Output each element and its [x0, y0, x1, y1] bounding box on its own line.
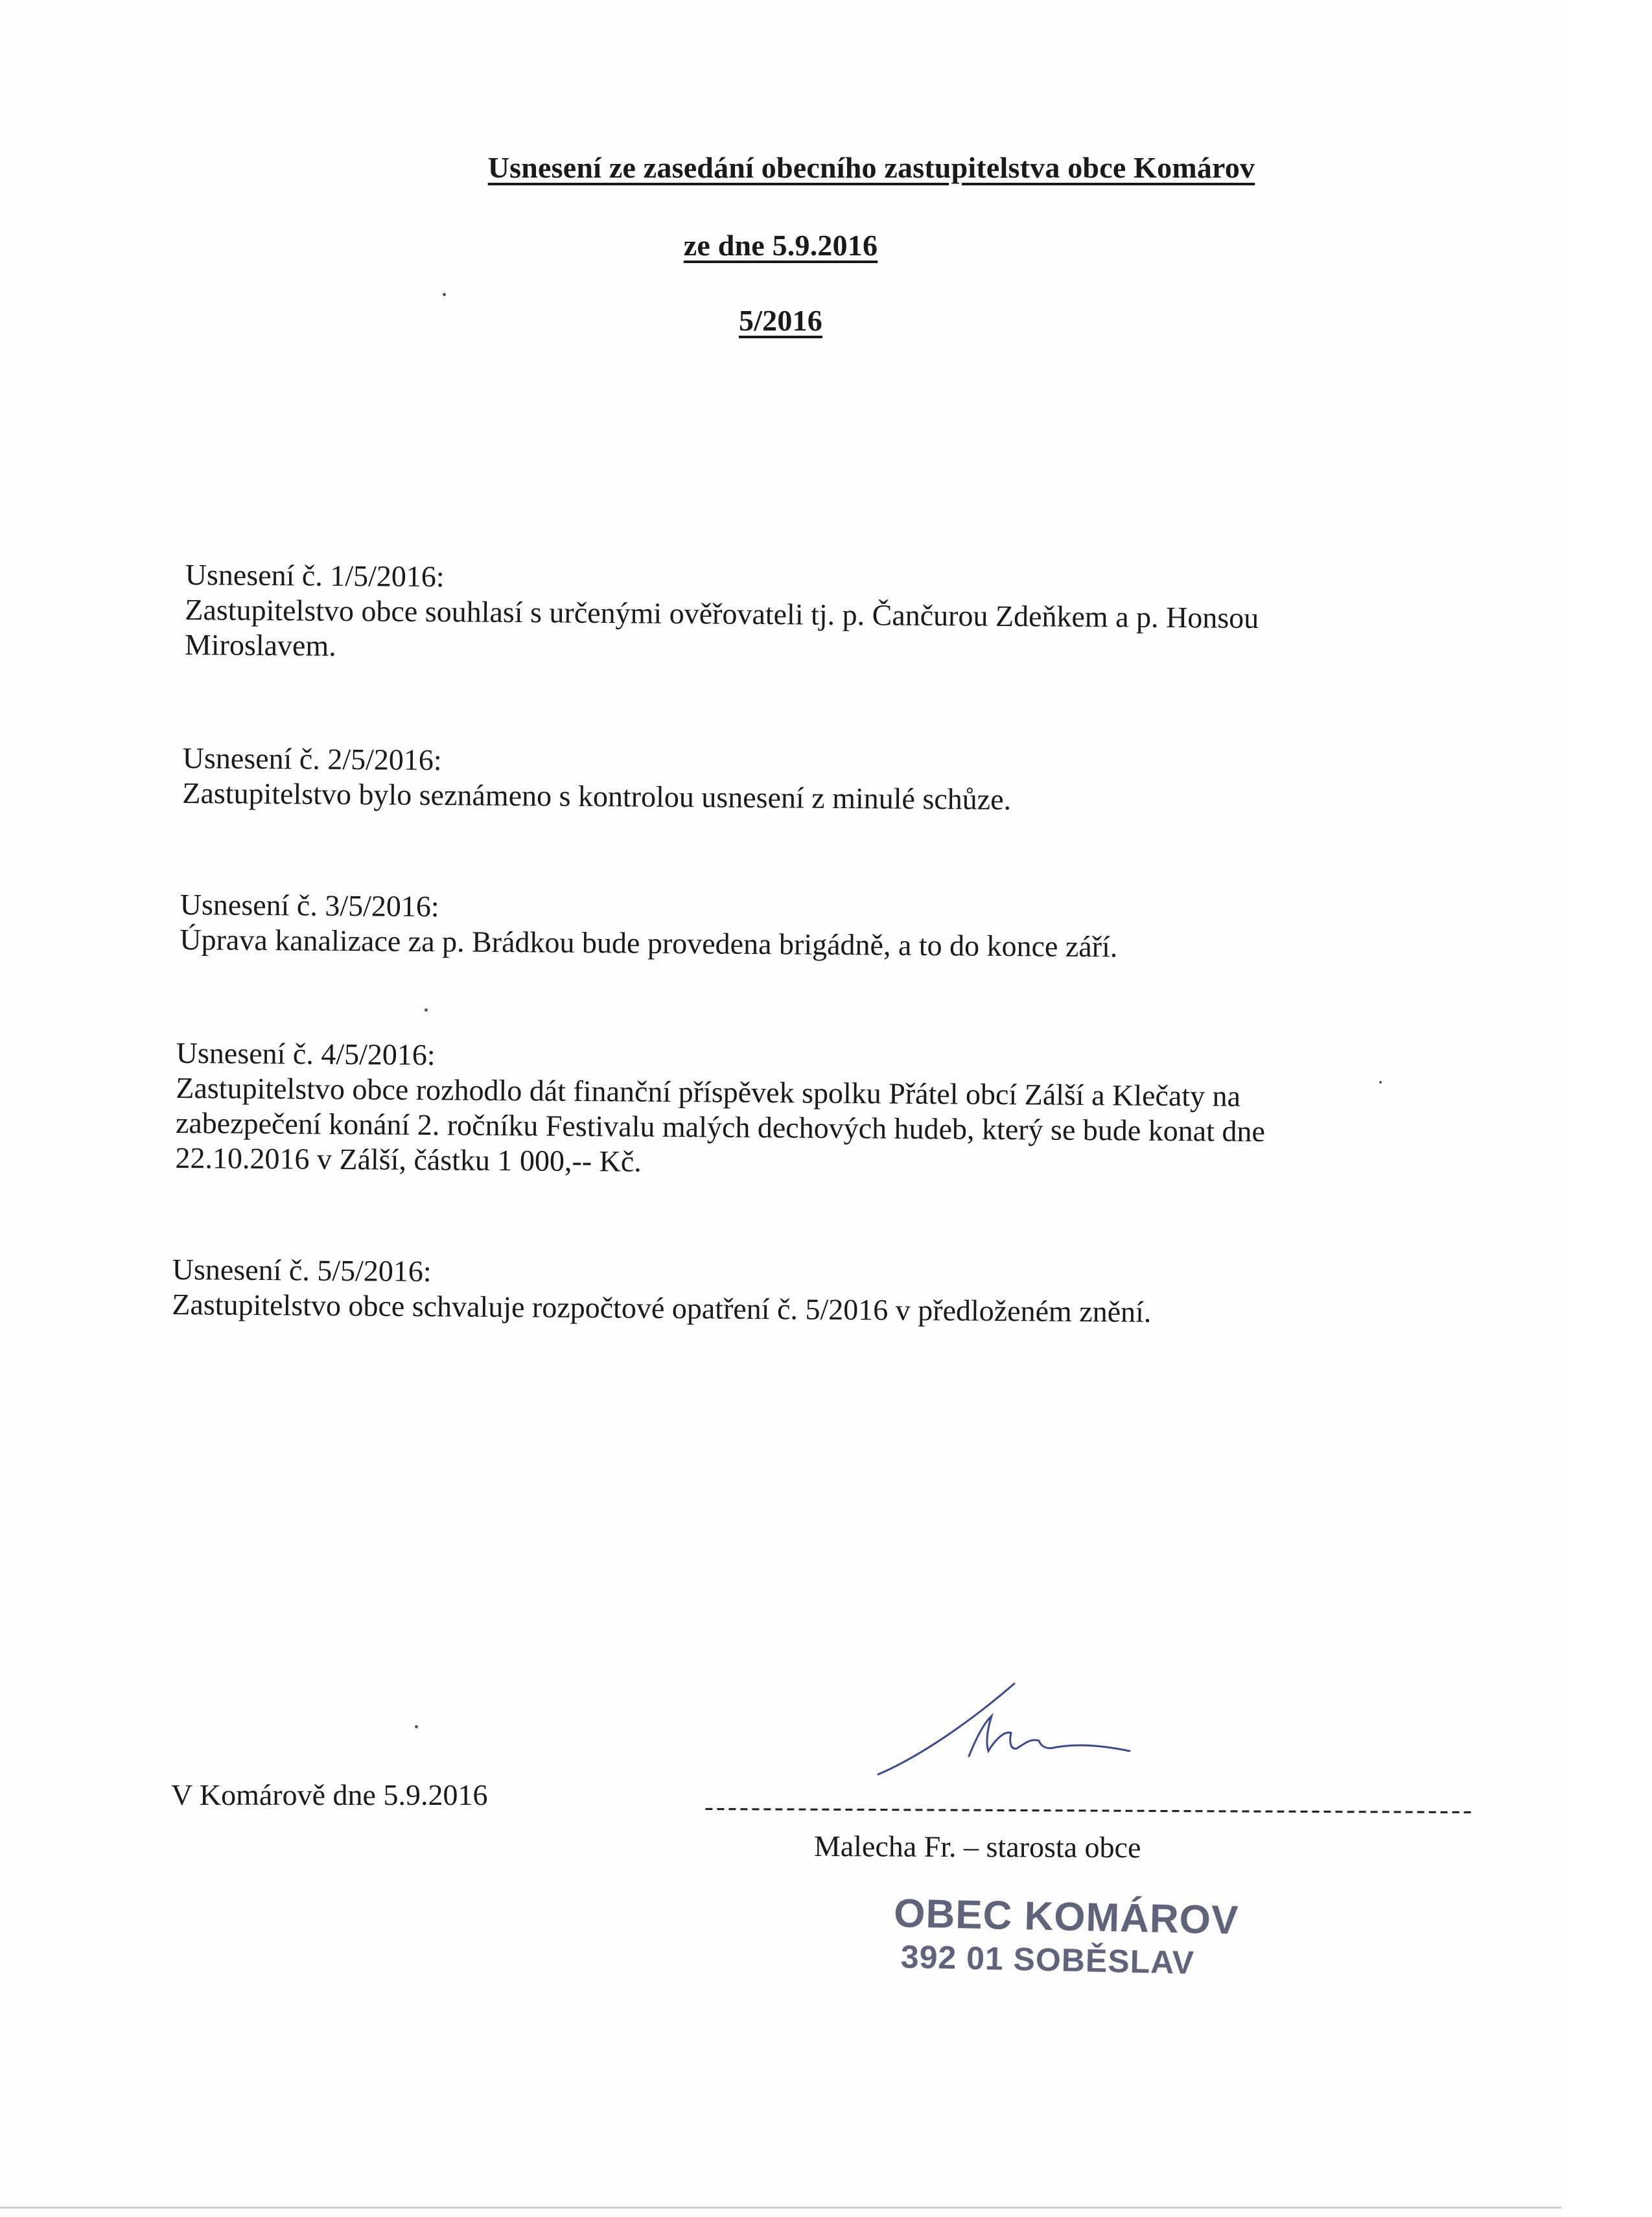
- resolution-heading: Usnesení č. 4/5/2016:: [176, 1036, 436, 1072]
- resolution-text-line: zabezpečení konání 2. ročníku Festivalu malých dechových hudeb, který se bude konat dne: [175, 1106, 1266, 1148]
- resolution-text-line: Zastupitelstvo obce souhlasí s určenými ověřovateli tj. p. Čančurou Zdeňkem a p. Honsou: [185, 592, 1259, 635]
- signer-name: Malecha Fr. – starosta obce: [813, 1829, 1141, 1864]
- resolution-3: [180, 887, 1386, 967]
- scan-speck: [443, 293, 446, 296]
- scan-speck: [425, 1008, 428, 1012]
- resolution-4: [175, 1036, 1382, 1185]
- resolution-5: [172, 1252, 1378, 1332]
- signature-line: ------------------------------------------------------------------: [701, 1795, 1472, 1828]
- resolution-heading: Usnesení č. 1/5/2016:: [185, 557, 445, 594]
- resolution-heading: Usnesení č. 5/5/2016:: [172, 1253, 432, 1288]
- document-date: ze dne 5.9.2016: [683, 229, 878, 262]
- resolution-text-line: Úprava kanalizace za p. Brádkou bude provedena brigádně, a to do konce září.: [180, 922, 1118, 964]
- resolution-text-line: Zastupitelstvo obce schvaluje rozpočtové opatření č. 5/2016 v předloženém znění.: [172, 1287, 1152, 1329]
- resolution-text-line: 22.10.2016 v Zálší, částku 1 000,-- Kč.: [175, 1141, 642, 1178]
- document-number: 5/2016: [739, 304, 822, 337]
- page-edge: [0, 2207, 1561, 2209]
- resolution-heading: Usnesení č. 3/5/2016:: [180, 888, 439, 923]
- resolution-2: [182, 741, 1388, 820]
- resolution-text-line: Zastupitelstvo bylo seznámeno s kontrolou usnesení z minulé schůze.: [182, 776, 1012, 817]
- stamp-municipality: OBEC KOMÁROV: [893, 1891, 1240, 1944]
- official-stamp: [892, 1891, 1239, 1984]
- resolution-heading: Usnesení č. 2/5/2016:: [182, 741, 442, 777]
- scan-speck: [415, 1725, 418, 1728]
- resolution-text-line: Miroslavem.: [184, 627, 336, 662]
- handwritten-signature: [872, 1678, 1144, 1789]
- place-and-date: V Komárově dne 5.9.2016: [171, 1778, 488, 1811]
- scan-speck: [1379, 1081, 1382, 1084]
- stamp-address: 392 01 SOBĚSLAV: [900, 1938, 1195, 1981]
- resolution-text-line: Zastupitelstvo obce rozhodlo dát finanční příspěvek spolku Přátel obcí Zálší a Klečaty na: [176, 1071, 1241, 1113]
- resolution-1: [185, 557, 1391, 672]
- document-title: Usnesení ze zasedání obecního zastupitelstva obce Komárov: [487, 151, 1255, 184]
